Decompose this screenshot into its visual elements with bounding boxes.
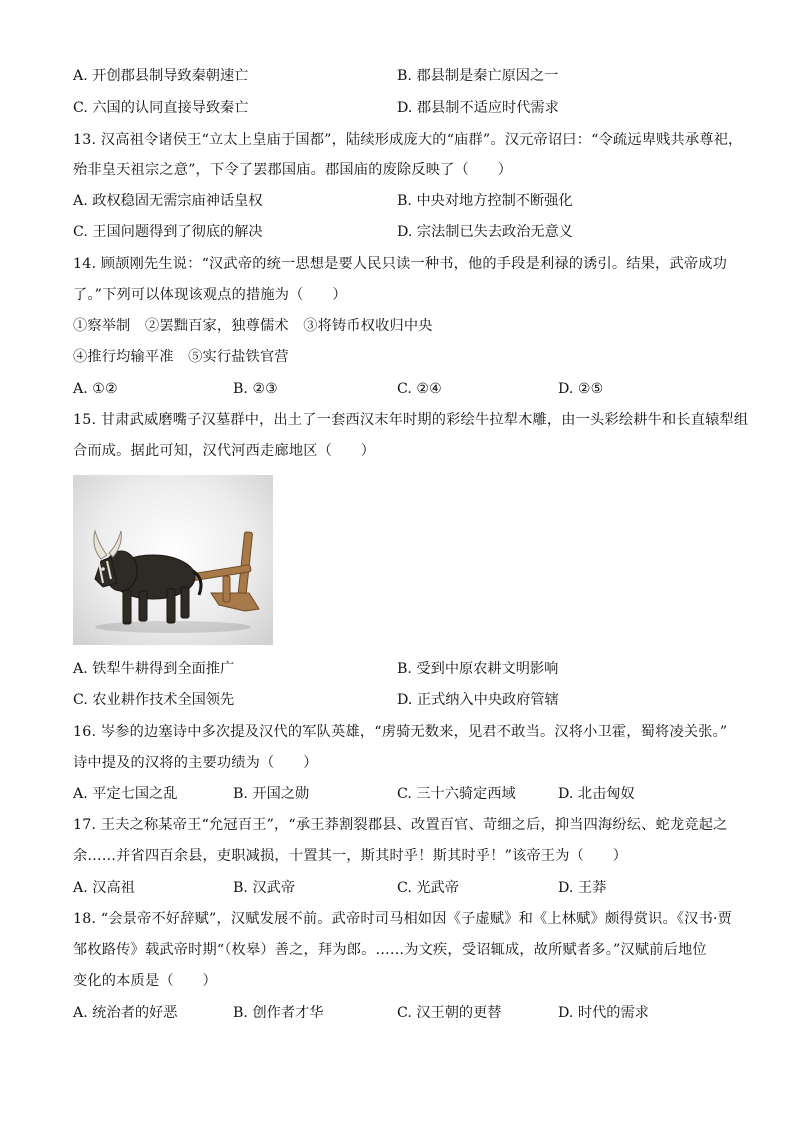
q14-option-b: B. ②③ [233, 381, 278, 397]
q12-option-c: C. 六国的认同直接导致秦亡 [73, 100, 249, 116]
q15-stem-line-2: 合而成。据此可知，汉代河西走廊地区（ ） [73, 443, 376, 459]
q18-option-c: C. 汉王朝的更替 [397, 1005, 502, 1021]
q18-stem-line-1: 18. “会景帝不好辞赋”，汉赋发展不前。武帝时司马相如因《子虚赋》和《上林赋》颇得赏识。《汉书·贾 [73, 911, 733, 927]
q14-stem-line-1: 14. 顾颉刚先生说：“汉武帝的统一思想是要人民只读一种书，他的手段是利禄的诱引。结果，武帝成功 [73, 256, 727, 272]
q14-option-c: C. ②④ [397, 381, 442, 397]
q13-option-b: B. 中央对地方控制不断强化 [397, 193, 573, 209]
q15-option-b: B. 受到中原农耕文明影响 [397, 661, 559, 677]
ox-plow-wood-carving-photo [73, 475, 273, 645]
q14-stem-line-3: ①察举制 ②罢黜百家，独尊儒术 ③将铸币权收归中央 [73, 318, 433, 334]
q14-option-d: D. ②⑤ [558, 381, 604, 397]
q15-option-a: A. 铁犁牛耕得到全面推广 [73, 661, 235, 677]
q17-option-b: B. 汉武帝 [233, 880, 296, 896]
q13-stem-line-2: 殆非皇天祖宗之意”，下令了罢郡国庙。郡国庙的废除反映了（ ） [73, 162, 513, 178]
q15-option-c: C. 农业耕作技术全国领先 [73, 692, 235, 708]
q14-option-a: A. ①② [73, 381, 118, 397]
q18-option-b: B. 创作者才华 [233, 1005, 324, 1021]
q17-stem-line-2: 余……并省四百余县，吏职减损，十置其一，斯其时乎！斯其时乎！”该帝王为（ ） [73, 848, 628, 864]
q13-option-a: A. 政权稳固无需宗庙神话皇权 [73, 193, 263, 209]
q18-stem-line-3: 变化的本质是（ ） [73, 973, 217, 989]
q18-option-d: D. 时代的需求 [558, 1005, 649, 1021]
ox-plow-illustration [73, 475, 273, 645]
q16-option-a: A. 平定七国之乱 [73, 786, 178, 802]
q17-option-c: C. 光武帝 [397, 880, 459, 896]
q13-option-c: C. 王国问题得到了彻底的解决 [73, 224, 263, 240]
q16-option-d: D. 北击匈奴 [558, 786, 635, 802]
q12-option-a: A. 开创郡县制导致秦朝速亡 [73, 68, 249, 84]
q13-option-d: D. 宗法制已失去政治无意义 [397, 224, 573, 240]
q15-stem-line-1: 15. 甘肃武威磨嘴子汉墓群中，出土了一套西汉末年时期的彩绘牛拉犁木雕，由一头彩绘耕牛和长直辕犁组 [73, 412, 749, 428]
q16-stem-line-2: 诗中提及的汉将的主要功绩为（ ） [73, 755, 318, 771]
q17-option-d: D. 王莽 [558, 880, 607, 896]
q12-option-b: B. 郡县制是秦亡原因之一 [397, 68, 559, 84]
q18-option-a: A. 统治者的好恶 [73, 1005, 178, 1021]
q16-option-c: C. 三十六骑定西域 [397, 786, 516, 802]
q12-option-d: D. 郡县制不适应时代需求 [397, 100, 559, 116]
q15-option-d: D. 正式纳入中央政府管辖 [397, 692, 559, 708]
q14-stem-line-2: 了。”下列可以体现该观点的措施为（ ） [73, 287, 347, 303]
q17-stem-line-1: 17. 王夫之称某帝王“允冠百王”，“承王莽割裂郡县、改置百官、苛细之后，抑当四海纷纭、蛇龙竞起之 [73, 817, 728, 833]
q16-option-b: B. 开国之勋 [233, 786, 310, 802]
q16-stem-line-1: 16. 岑参的边塞诗中多次提及汉代的军队英雄，“虏骑无数来，见君不敢当。汉将小卫霍，蜀将凌关张。” [73, 724, 728, 740]
q13-stem-line-1: 13. 汉高祖令诸侯王“立太上皇庙于国都”，陆续形成庞大的“庙群”。汉元帝诏曰：“令疏远卑贱共承尊祀， [73, 132, 743, 148]
q17-option-a: A. 汉高祖 [73, 880, 135, 896]
q14-stem-line-4: ④推行均输平准 ⑤实行盐铁官营 [73, 349, 289, 365]
q18-stem-line-2: 邹枚路传》载武帝时期“（枚皋）善之，拜为郎。……为文疾，受诏辄成，故所赋者多。”汉赋前后地位 [73, 942, 707, 958]
